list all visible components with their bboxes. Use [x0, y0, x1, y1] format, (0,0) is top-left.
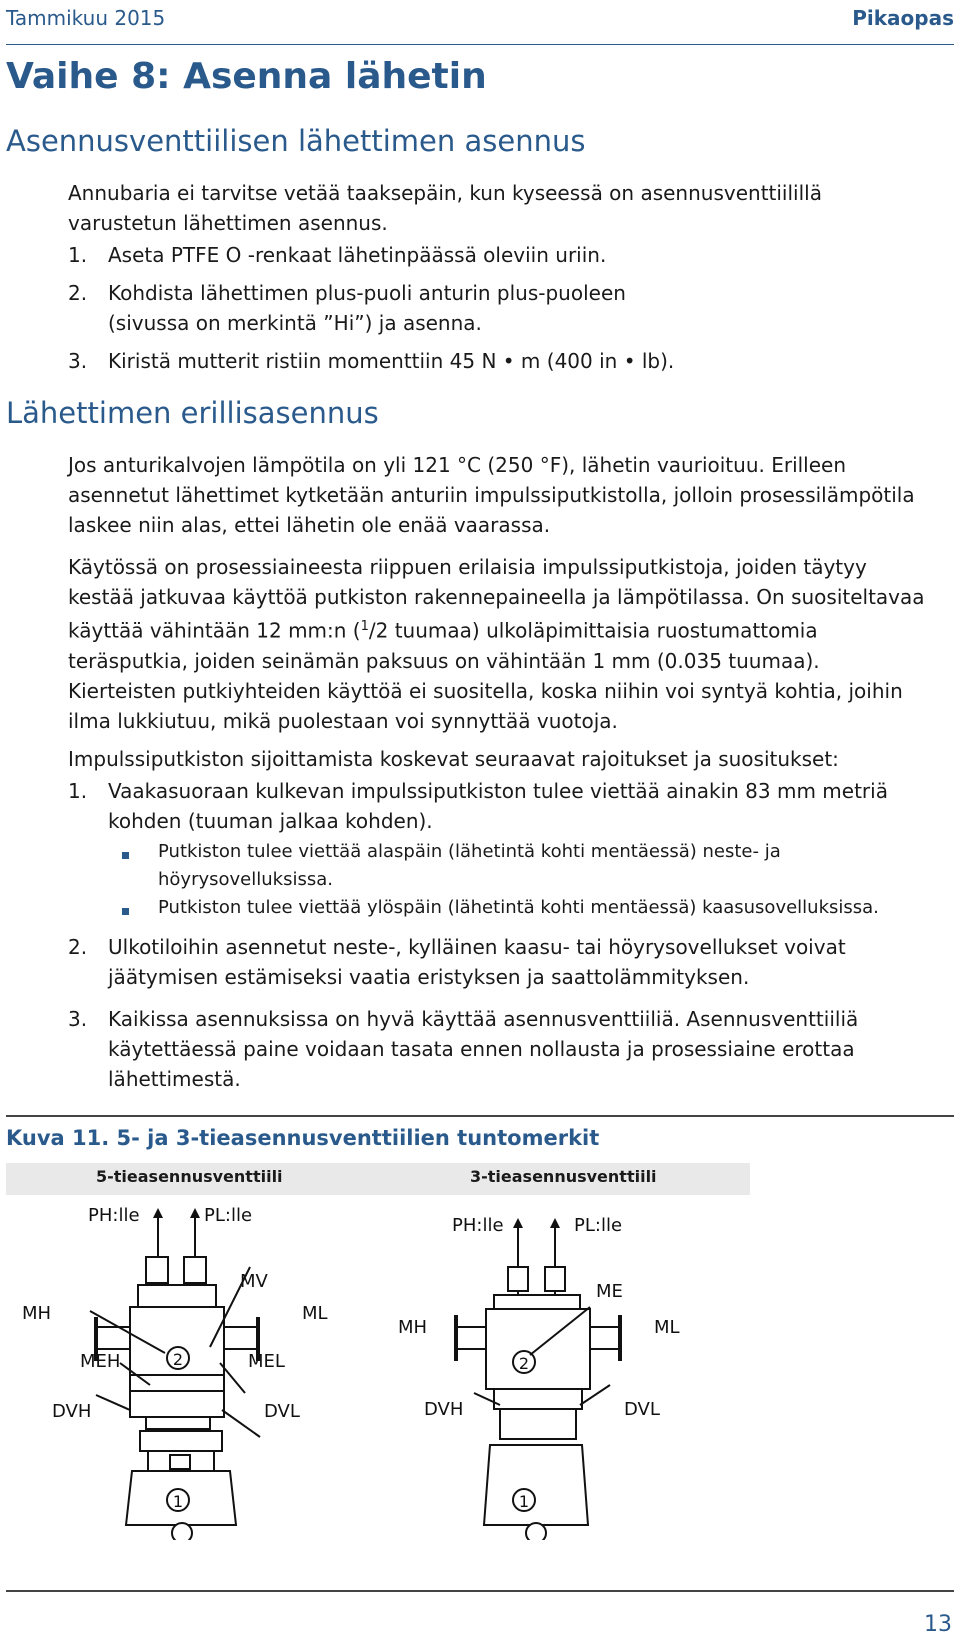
label-dvh: DVH	[424, 1399, 464, 1420]
fraction-numerator: 1	[360, 619, 369, 634]
label-pl: PL:lle	[204, 1205, 253, 1226]
list-number: 1.	[68, 779, 88, 803]
label-dvl: DVL	[264, 1401, 300, 1422]
figure-title-3-way: 3-tieasennusventtiili	[470, 1167, 657, 1186]
manifold-3-way	[456, 1223, 620, 1540]
section-heading-valve-mount: Asennusventtiilisen lähettimen asennus	[6, 124, 586, 158]
paragraph-part: Käytössä on prosessiaineesta riippuen erilaisia impulssiputkistoja, joiden täytyy kestää jatkuvaa käyttöä putkiston rakennepaineella ja lämpötilassa. On suositeltavaa käyttää vähintään 12 mm:n (	[68, 555, 925, 643]
label-pl: PL:lle	[574, 1215, 623, 1236]
bullet-item: Putkiston tulee viettää ylöspäin (lähetintä kohti mentäessä) kaasusovelluksissa.	[158, 897, 879, 918]
header-rule	[6, 44, 954, 45]
bullet-item: Putkiston tulee viettää alaspäin (lähetintä kohti mentäessä) neste- ja höyrysovelluksissa.	[158, 841, 781, 890]
label-mh: MH	[22, 1303, 52, 1324]
list-number: 2.	[68, 935, 88, 959]
step-text: Kohdista lähettimen plus-puoli anturin plus-puoleen (sivussa on merkintä ”Hi”) ja asenna.	[108, 281, 626, 335]
paragraph: Impulssiputkiston sijoittamista koskevat seuraavat rajoitukset ja suositukset:	[68, 747, 839, 771]
label-me: ME	[596, 1281, 623, 1302]
paragraph	[68, 552, 928, 736]
manifold-5-way	[90, 1213, 260, 1540]
label-dvl: DVL	[624, 1399, 660, 1420]
footer-rule	[6, 1590, 954, 1592]
paragraph-part: tuumaa) ulkoläpimittaisia ruostumattomia teräsputkia, joiden seinämän paksuus on vähintään 1 mm (0.035 tuumaa). Kierteisten putkiyhteiden käyttöä ei suositella, koska niihin voi syntyä kohtia, joihin ilma lukkiutuu, mikä puolestaan voi synnyttää vuotoja.	[68, 618, 903, 733]
page-number: 13	[924, 1612, 952, 1637]
header-date: Tammikuu 2015	[6, 6, 166, 30]
callout-1: 1	[172, 1492, 184, 1511]
label-ph: PH:lle	[88, 1205, 140, 1226]
list-item: Vaakasuoraan kulkevan impulssiputkiston tulee viettää ainakin 83 mm metriä kohden (tuuman jalkaa kohden).	[108, 779, 888, 833]
label-meh: MEH	[80, 1351, 121, 1372]
callout-2: 2	[518, 1354, 530, 1373]
header-guide-title: Pikaopas	[852, 6, 954, 30]
list-item: Ulkotiloihin asennetut neste-, kylläinen kaasu- tai höyrysovellukset voivat jäätymisen estämiseksi vaatia eristyksen ja saattolämmityksen.	[108, 935, 846, 989]
label-dvh: DVH	[52, 1401, 92, 1422]
label-ph: PH:lle	[452, 1215, 504, 1236]
step-text: Aseta PTFE O -renkaat lähetinpäässä oleviin uriin.	[108, 243, 607, 267]
page-title: Vaihe 8: Asenna lähetin	[6, 56, 487, 97]
section-intro: Annubaria ei tarvitse vetää taaksepäin, kun kyseessä on asennusventtiilillä varustetun lähettimen asennus.	[68, 181, 822, 235]
callout-1: 1	[518, 1492, 530, 1511]
label-mel: MEL	[248, 1351, 285, 1372]
list-item: Kaikissa asennuksissa on hyvä käyttää asennusventtiiliä. Asennusventtiiliä käytettäessä paine voidaan tasata ennen nollausta ja prosessiaine erottaa lähettimestä.	[108, 1007, 859, 1091]
fraction-denominator: /2	[368, 618, 389, 643]
label-mh: MH	[398, 1317, 428, 1338]
section-heading-remote-mount: Lähettimen erillisasennus	[6, 396, 379, 430]
label-ml: ML	[302, 1303, 328, 1324]
valve-diagram	[0, 1195, 760, 1540]
bullet-marker	[122, 852, 129, 859]
figure-title-5-way: 5-tieasennusventtiili	[96, 1167, 283, 1186]
figure-caption: Kuva 11. 5- ja 3-tieasennusventtiilien tuntomerkit	[6, 1126, 600, 1150]
callout-2: 2	[172, 1350, 184, 1369]
step-number: 1.	[68, 243, 88, 267]
step-text: Kiristä mutterit ristiin momenttiin 45 N • m (400 in • lb).	[108, 349, 675, 373]
label-ml: ML	[654, 1317, 680, 1338]
figure-rule	[6, 1115, 954, 1117]
paragraph: Jos anturikalvojen lämpötila on yli 121 °C (250 °F), lähetin vaurioituu. Erilleen asennetut lähettimet kytketään anturiin impulssiputkistolla, jolloin prosessilämpötila laskee niin alas, ettei lähetin ole enää vaarassa.	[68, 453, 915, 537]
bullet-marker	[122, 908, 129, 915]
list-number: 3.	[68, 1007, 88, 1031]
step-number: 2.	[68, 281, 88, 305]
step-number: 3.	[68, 349, 88, 373]
label-mv: MV	[240, 1271, 268, 1292]
